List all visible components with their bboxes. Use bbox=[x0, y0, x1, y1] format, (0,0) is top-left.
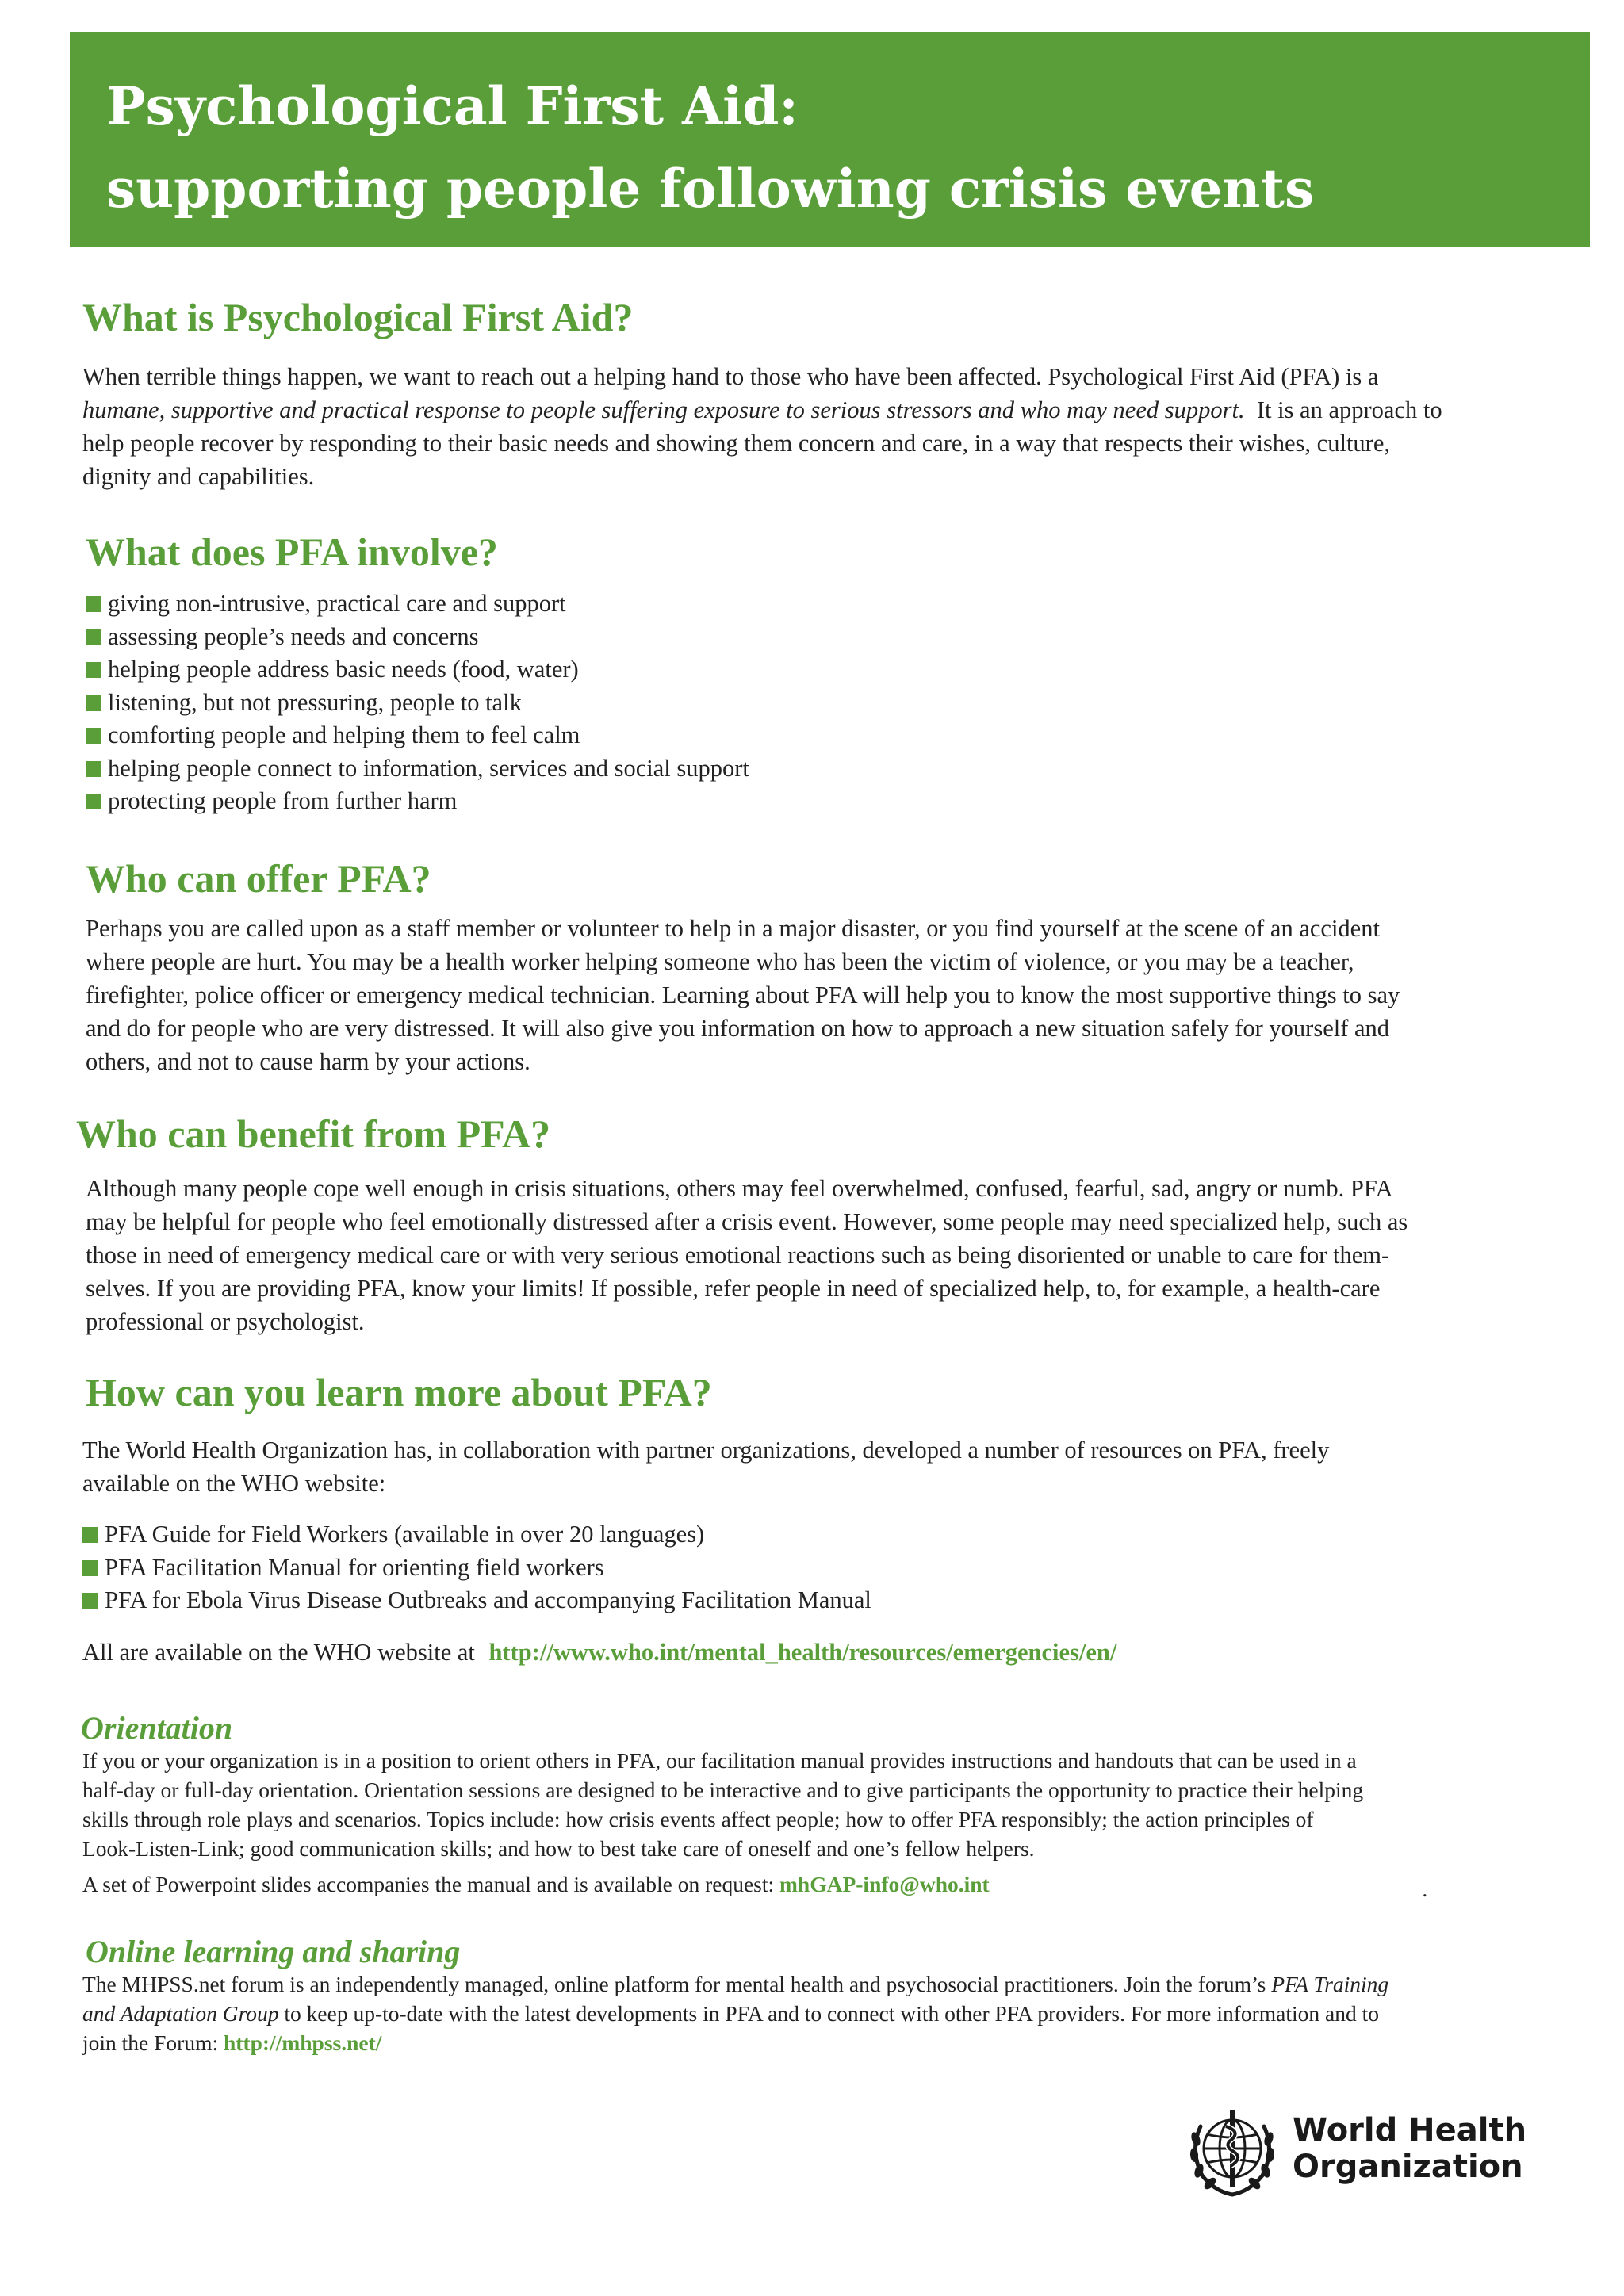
bullet-square-icon bbox=[86, 629, 102, 645]
bullet-square-icon bbox=[86, 596, 102, 612]
stray-dot: . bbox=[1422, 1879, 1428, 1901]
who-wordmark bbox=[1293, 2112, 1526, 2185]
section-body-who-offer bbox=[86, 912, 1400, 1078]
list-item: listening, but not pressuring, people to talk bbox=[86, 687, 749, 720]
email-link[interactable]: mhGAP-info@who.int bbox=[779, 1872, 990, 1896]
section-body-what-is bbox=[82, 360, 1442, 493]
subsection-title-online: Online learning and sharing bbox=[86, 1934, 461, 1969]
text-line: Perhaps you are called upon as a staff member or volunteer to help in a major disaster, or you find yourself at the scene of an accident bbox=[86, 915, 1380, 942]
list-item: helping people address basic needs (food, water) bbox=[86, 653, 749, 687]
list-item: giving non-intrusive, practical care and support bbox=[86, 587, 749, 621]
section-body-orientation bbox=[82, 1746, 1363, 1863]
section-title-what-is: What is Psychological First Aid? bbox=[82, 295, 634, 339]
section-title-who-offer: Who can offer PFA? bbox=[86, 856, 431, 901]
list-item: comforting people and helping them to feel calm bbox=[86, 719, 749, 752]
text-line: and Adaptation Group to keep up-to-date with the latest developments in PFA and to connect with other PFA providers. For more information and to bbox=[82, 2001, 1380, 2026]
text-line: join the Forum: http://mhpss.net/ bbox=[82, 2030, 382, 2055]
emphasis-text: PFA Training bbox=[1271, 1972, 1389, 1996]
emphasis-text: and Adaptation Group bbox=[82, 2001, 279, 2026]
text-line: professional or psychologist. bbox=[86, 1308, 365, 1335]
page-title-line-1: Psychological First Aid: bbox=[106, 75, 799, 137]
text-line: The MHPSS.net forum is an independently managed, online platform for mental health and psychosocial practitioners. Join the forum’s PFA Training bbox=[82, 1972, 1389, 1996]
bullet-square-icon bbox=[86, 794, 102, 809]
text-line: skills through role plays and scenarios. Topics include: how crisis events affect people; how to offer PFA responsibly; the action principles of bbox=[82, 1807, 1314, 1831]
who-logo bbox=[1183, 2099, 1527, 2201]
text-line: available on the WHO website: bbox=[82, 1470, 386, 1497]
subsection-title-orientation: Orientation bbox=[81, 1710, 233, 1746]
slides-text: A set of Powerpoint slides accompanies the manual and is available on request: bbox=[82, 1872, 780, 1896]
text-run: It is an approach to bbox=[1244, 396, 1442, 423]
bullet-square-icon bbox=[82, 1593, 98, 1609]
text-line: selves. If you are providing PFA, know your limits! If possible, refer people in need of specialized help, to, for example, a health-care bbox=[86, 1275, 1381, 1302]
text-line: others, and not to cause harm by your actions. bbox=[86, 1048, 530, 1075]
who-wordmark-line-1: World Health bbox=[1293, 2112, 1527, 2149]
bullet-square-icon bbox=[82, 1560, 98, 1576]
list-item: assessing people’s needs and concerns bbox=[86, 621, 749, 654]
text-line bbox=[82, 393, 1442, 427]
resources-list bbox=[82, 1518, 871, 1617]
section-title-involve: What does PFA involve? bbox=[86, 530, 498, 574]
text-line: firefighter, police officer or emergency medical technician. Learning about PFA will help you to know the most supportive things to say bbox=[86, 982, 1400, 1008]
involve-list bbox=[86, 587, 749, 818]
bullet-square-icon bbox=[86, 761, 102, 777]
text-line: half-day or full-day orientation. Orientation sessions are designed to be interactive and to give participants the opportunity to practice their helping bbox=[82, 1777, 1364, 1802]
who-wordmark-line-2: Organization bbox=[1293, 2149, 1523, 2185]
text-line: Although many people cope well enough in crisis situations, others may feel overwhelmed, confused, fearful, sad, angry or numb. PFA bbox=[86, 1175, 1393, 1202]
list-item: helping people connect to information, services and social support bbox=[86, 752, 749, 786]
bullet-square-icon bbox=[86, 695, 102, 711]
text-line: dignity and capabilities. bbox=[82, 463, 315, 490]
section-title-who-benefit: Who can benefit from PFA? bbox=[76, 1112, 551, 1156]
list-item: PFA Guide for Field Workers (available in over 20 languages) bbox=[82, 1518, 871, 1552]
who-website-line bbox=[82, 1636, 1116, 1669]
text-line: and do for people who are very distressed. It will also give you information on how to approach a new situation safely for yourself and bbox=[86, 1015, 1390, 1042]
section-body-online bbox=[82, 1969, 1388, 2057]
section-body-who-benefit bbox=[86, 1172, 1408, 1338]
text-line: If you or your organization is in a position to orient others in PFA, our facilitation manual provides instructions and handouts that can be used in a bbox=[82, 1748, 1357, 1773]
section-title-learn-more: How can you learn more about PFA? bbox=[86, 1370, 712, 1414]
text-line: may be helpful for people who feel emotionally distressed after a crisis event. However, some people may need specialized help, such as bbox=[86, 1208, 1408, 1235]
text-line: When terrible things happen, we want to reach out a helping hand to those who have been affected. Psychological First Aid (PFA) is a bbox=[82, 363, 1379, 390]
list-item: PFA for Ebola Virus Disease Outbreaks and accompanying Facilitation Manual bbox=[82, 1584, 871, 1617]
text-line: where people are hurt. You may be a health worker helping someone who has been the victim of violence, or you may be a teacher, bbox=[86, 948, 1354, 975]
header-banner bbox=[70, 32, 1590, 247]
bullet-square-icon bbox=[82, 1527, 98, 1543]
mhpss-link[interactable]: http://mhpss.net/ bbox=[224, 2030, 382, 2055]
section-intro-learn-more bbox=[82, 1433, 1329, 1500]
slides-request-line bbox=[82, 1869, 990, 1899]
who-website-link[interactable]: http://www.who.int/mental_health/resources/emergencies/en/ bbox=[488, 1639, 1117, 1666]
page-title-line-2: supporting people following crisis events bbox=[106, 158, 1315, 220]
emphasis-text: humane, supportive and practical response to people suffering exposure to serious stressors and who may need support. bbox=[82, 396, 1245, 423]
list-item: protecting people from further harm bbox=[86, 785, 749, 818]
text-line: help people recover by responding to their basic needs and showing them concern and care, in a way that respects their wishes, culture, bbox=[82, 430, 1390, 457]
text-line: The World Health Organization has, in collaboration with partner organizations, developed a number of resources on PFA, freely bbox=[82, 1437, 1330, 1464]
page-title bbox=[106, 65, 1314, 230]
bullet-square-icon bbox=[86, 728, 102, 744]
available-text: All are available on the WHO website at bbox=[82, 1639, 481, 1666]
list-item: PFA Facilitation Manual for orienting field workers bbox=[82, 1552, 871, 1585]
text-line: Look-Listen-Link; good communication skills; and how to best take care of oneself and one’s fellow helpers. bbox=[82, 1836, 1035, 1861]
who-emblem-icon bbox=[1183, 2103, 1281, 2201]
text-line: those in need of emergency medical care or with very serious emotional reactions such as being disoriented or unable to care for them- bbox=[86, 1242, 1390, 1269]
bullet-square-icon bbox=[86, 662, 102, 678]
